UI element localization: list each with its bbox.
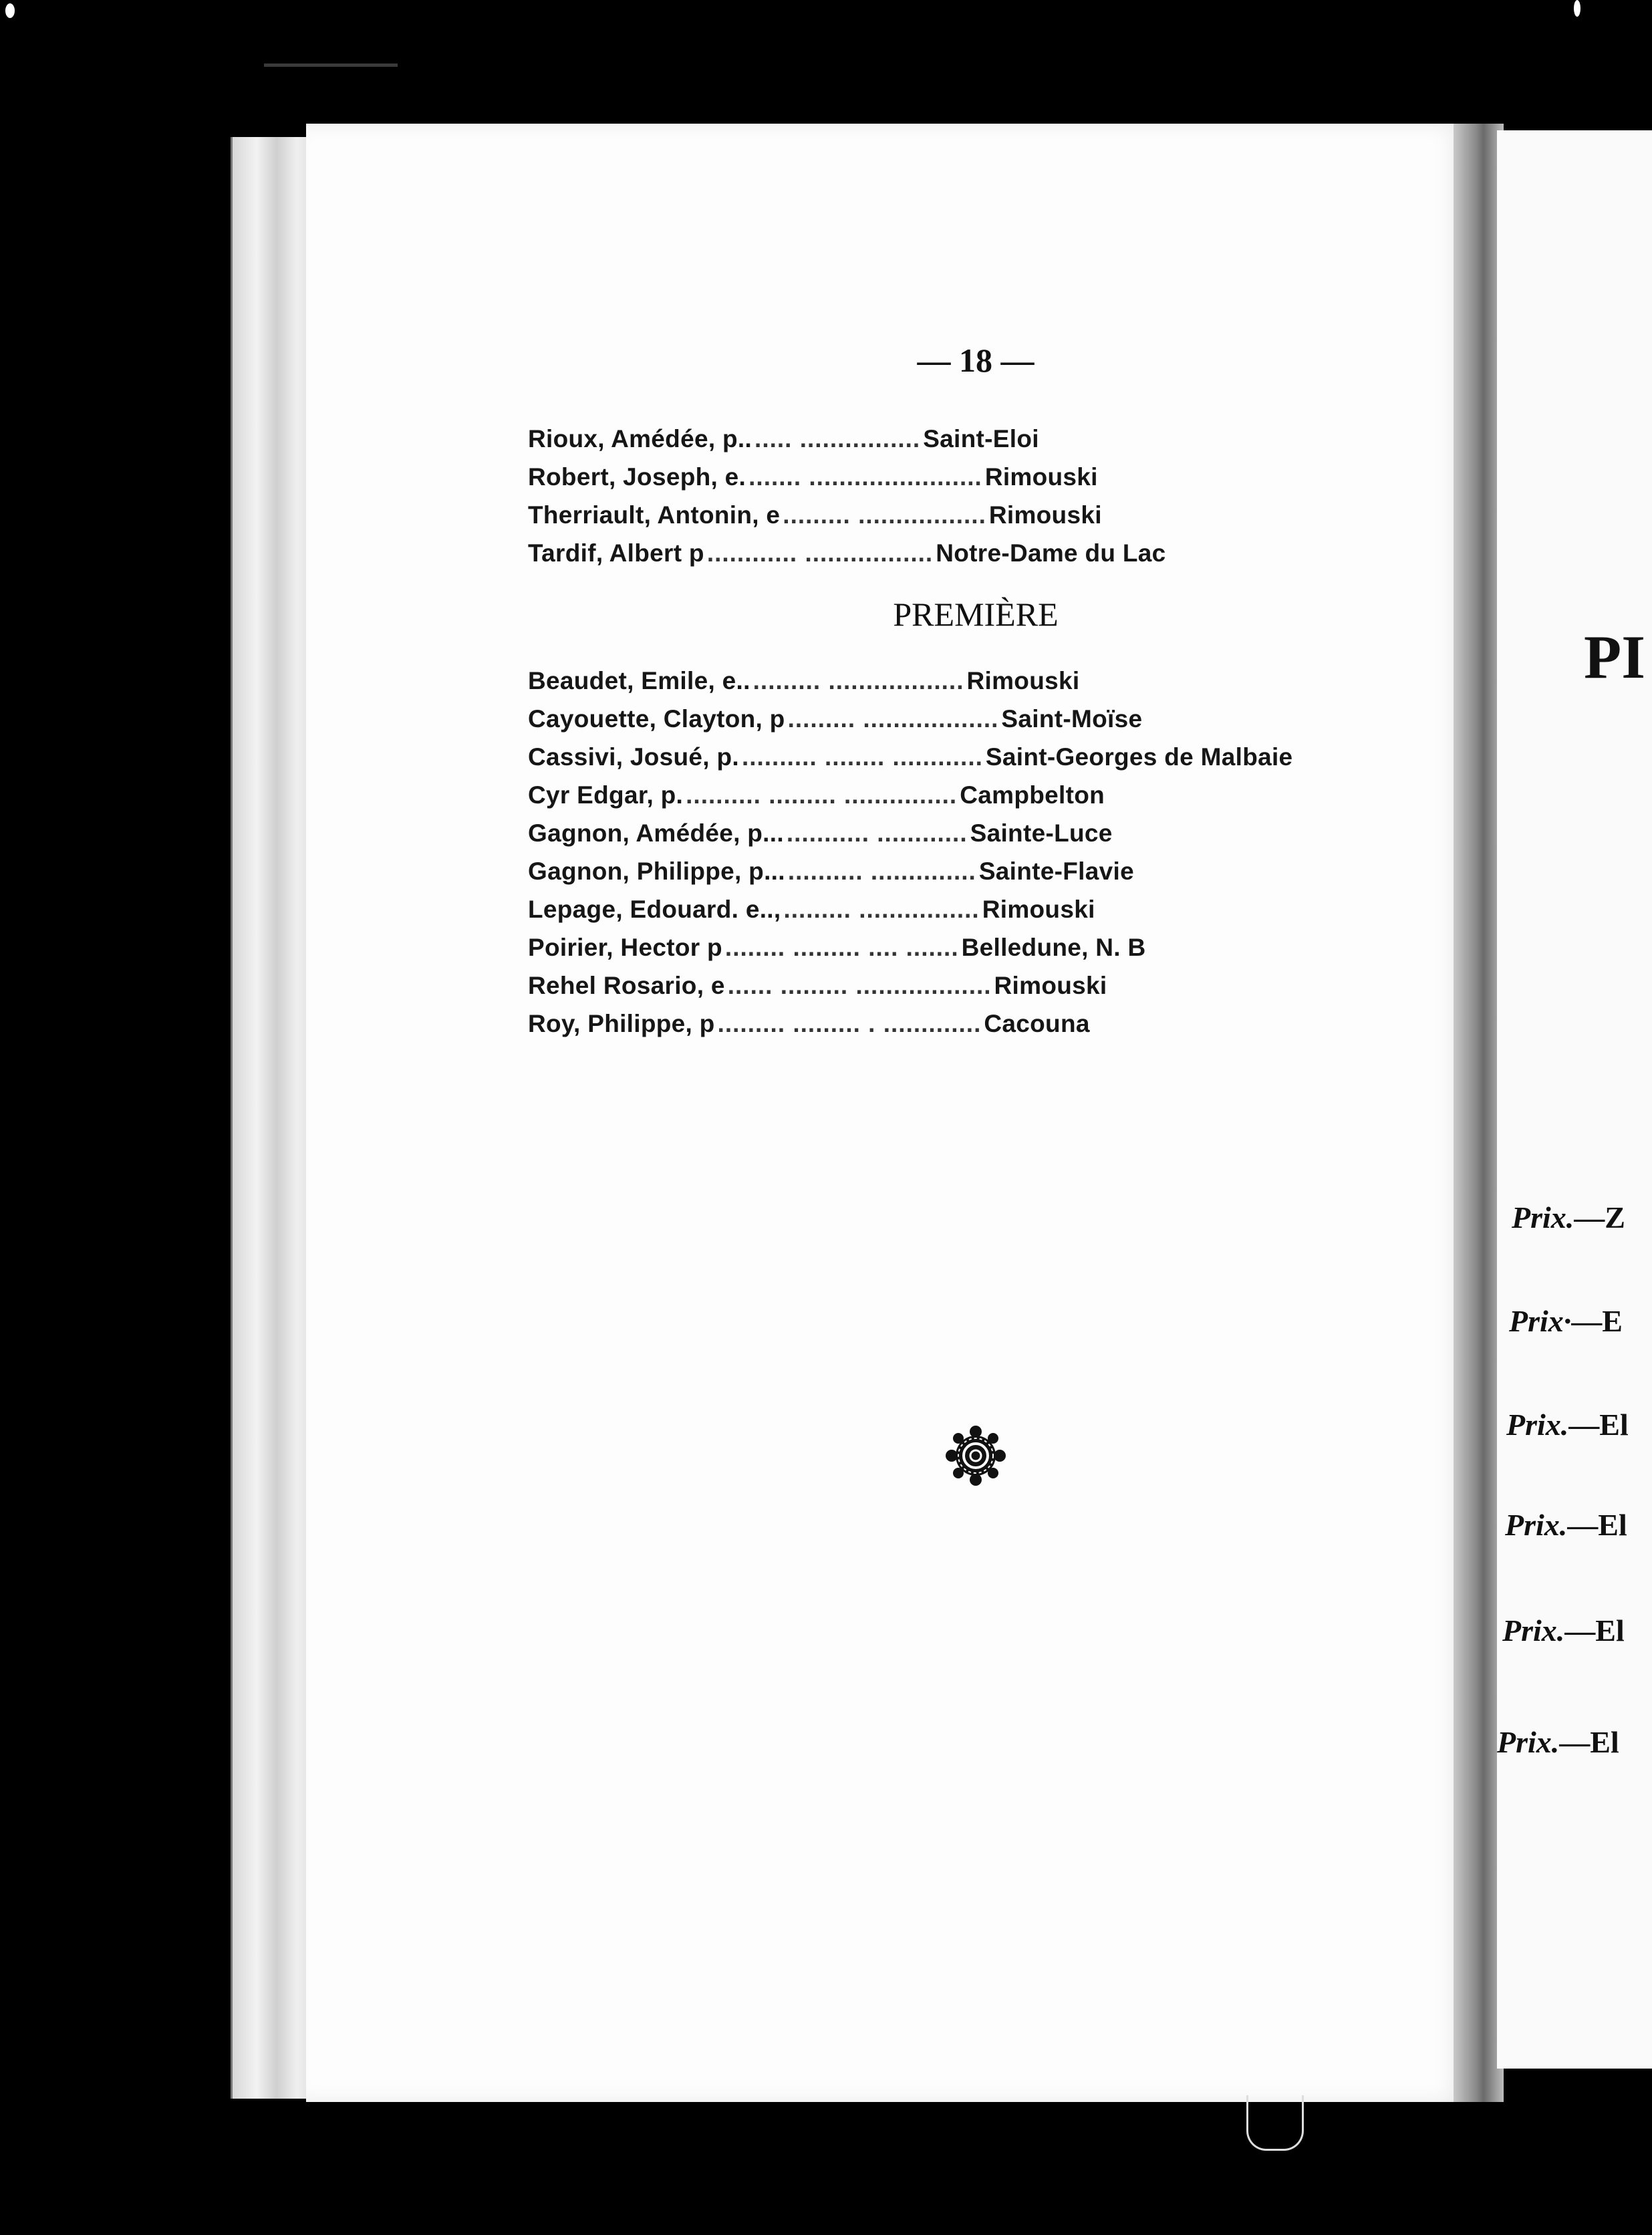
book-gutter <box>1454 124 1504 2102</box>
list-item <box>528 814 1397 852</box>
student-place: Notre-Dame du Lac <box>936 539 1166 567</box>
leader-dots: ....... ....................... <box>748 463 982 491</box>
student-place: Sainte-Flavie <box>978 858 1134 885</box>
list-item <box>528 662 1397 700</box>
prize-line <box>1502 1613 1625 1648</box>
leader-dots: .......... .............. <box>787 858 976 885</box>
list-item <box>528 458 1397 496</box>
student-place: Saint-Moïse <box>1001 705 1143 733</box>
page-edge-tab <box>1246 2095 1304 2151</box>
student-name: Robert, Joseph, e. <box>528 463 746 491</box>
list-item <box>528 496 1397 534</box>
student-name: Therriault, Antonin, e <box>528 501 781 529</box>
prize-text: —Z <box>1574 1200 1625 1234</box>
student-name: Cayouette, Clayton, p <box>528 705 785 733</box>
student-place: Sainte-Luce <box>970 819 1113 847</box>
leader-dots: ......... .................. <box>752 667 964 694</box>
leader-dots: ......... ......... . ............. <box>717 1010 982 1037</box>
student-place: Rimouski <box>966 667 1080 694</box>
prize-text: —El <box>1559 1725 1619 1759</box>
student-place: Saint-Georges de Malbaie <box>985 743 1293 771</box>
leader-dots: .......... ......... ............... <box>686 781 958 809</box>
list-item <box>528 534 1397 572</box>
student-name: Roy, Philippe, p <box>528 1010 715 1037</box>
list-item <box>528 738 1397 776</box>
prize-line <box>1506 1407 1629 1442</box>
list-item <box>528 420 1397 458</box>
leader-dots: ..... ................ <box>754 425 921 452</box>
leader-dots: ........ ......... .... ....... <box>724 934 959 961</box>
student-place: Rimouski <box>994 972 1107 999</box>
student-name: Beaudet, Emile, e.. <box>528 667 750 694</box>
student-place: Saint-Eloi <box>923 425 1039 452</box>
leader-dots: .......... ........ ............ <box>741 743 983 771</box>
list-item <box>528 700 1397 738</box>
leader-dots: ...... ......... .................. <box>727 972 992 999</box>
scan-edge-mark <box>264 63 398 67</box>
leader-dots: ............ ................. <box>706 539 934 567</box>
student-name: Rehel Rosario, e <box>528 972 725 999</box>
leader-dots: ........... ............ <box>786 819 968 847</box>
list-item <box>528 1005 1397 1043</box>
scan-speck <box>5 3 15 18</box>
list-item <box>528 966 1397 1005</box>
prize-label: Prix. <box>1502 1613 1565 1648</box>
prize-line <box>1497 1724 1619 1760</box>
student-list-premiere <box>528 662 1397 1043</box>
student-list-top <box>528 420 1397 572</box>
prize-line <box>1505 1507 1627 1543</box>
prize-line <box>1512 1200 1625 1235</box>
fleuron-icon <box>942 1422 1009 1489</box>
student-place: Campbelton <box>960 781 1105 809</box>
student-name: Tardif, Albert p <box>528 539 704 567</box>
list-item <box>528 890 1397 928</box>
student-name: Gagnon, Amédée, p... <box>528 819 784 847</box>
student-name: Lepage, Edouard. e.., <box>528 896 781 923</box>
leader-dots: ......... .................. <box>787 705 999 733</box>
prize-label: Prix· <box>1509 1304 1572 1338</box>
student-place: Rimouski <box>984 463 1098 491</box>
student-place: Cacouna <box>984 1010 1090 1037</box>
prize-text: —El <box>1568 1408 1629 1442</box>
page-stack-edge <box>231 137 313 2099</box>
prize-text: —El <box>1567 1508 1627 1542</box>
section-heading: PREMIÈRE <box>893 596 1059 633</box>
list-item <box>528 852 1397 890</box>
leader-dots: ......... ................ <box>783 896 980 923</box>
student-name: Poirier, Hector p <box>528 934 722 961</box>
student-place: Rimouski <box>982 896 1095 923</box>
prize-label: Prix. <box>1512 1200 1574 1234</box>
student-place: Rimouski <box>988 501 1102 529</box>
list-item <box>528 776 1397 814</box>
list-item <box>528 928 1397 966</box>
scan-speck <box>1574 0 1580 17</box>
page-number: — 18 — <box>917 342 1035 379</box>
prize-line <box>1509 1303 1623 1339</box>
student-name: Rioux, Amédée, p.. <box>528 425 752 452</box>
prize-text: —E <box>1571 1304 1623 1338</box>
right-page <box>1497 130 1652 2069</box>
prize-label: Prix. <box>1497 1725 1560 1759</box>
student-name: Cassivi, Josué, p. <box>528 743 739 771</box>
student-place: Belledune, N. B <box>961 934 1146 961</box>
prize-label: Prix. <box>1505 1508 1568 1542</box>
student-name: Cyr Edgar, p. <box>528 781 684 809</box>
prize-text: —El <box>1564 1613 1625 1648</box>
student-name: Gagnon, Philippe, p... <box>528 858 785 885</box>
right-page-heading: PI <box>1584 623 1645 691</box>
leader-dots: ......... ................. <box>783 501 986 529</box>
prize-label: Prix. <box>1506 1408 1569 1442</box>
